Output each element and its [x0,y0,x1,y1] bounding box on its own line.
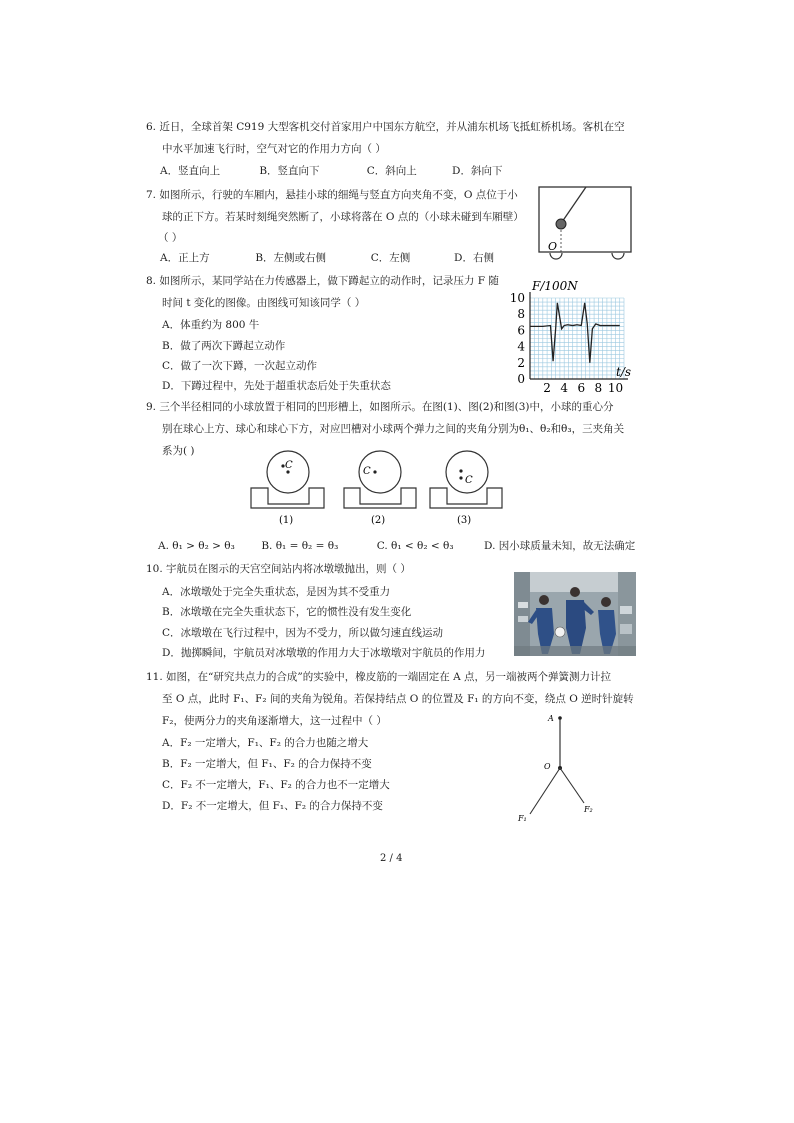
point-a-dot [558,716,562,720]
q10-option-d: D．抛掷瞬间，宇航员对冰墩墩的作用力大于冰墩墩对宇航员的作用力 [162,647,486,659]
force-f2-line [560,768,584,803]
q8-stem-line2: 时间 t 变化的图像。由图线可知该同学（ ） [162,297,366,309]
ball-3-center-dot [459,469,462,472]
q9-options [158,539,635,553]
q8-option-b: B．做了两次下蹲起立动作 [162,340,286,352]
x-tick-label: 10 [607,381,624,395]
x-tick-label: 8 [594,381,603,395]
q11-force-diagram [514,708,600,826]
point-a-label: A [548,714,554,723]
y-tick-label: 8 [517,307,525,322]
page-number: 2 / 4 [380,853,403,864]
q9-option-a: A. θ₁ > θ₂ > θ₃ [158,540,235,552]
q6-options [160,164,502,178]
force-f1-label: F₁ [518,814,527,823]
q7-stem-line3: （ ） [158,232,183,244]
q9-ball-groove-figures [246,450,514,530]
q9-option-c: C. θ₁ < θ₂ < θ₃ [376,540,454,552]
ball-2-center-dot [373,470,376,473]
suspension-string [562,187,586,222]
left-wheel [550,253,562,259]
q11-stem-line1: 11. 如图，在“研究共点力的合成”的实验中，橡皮筋的一端固定在 A 点，另一端被两个弹簧测力计拉 [146,671,612,683]
y-tick-label: 2 [517,355,525,370]
q9-figure-2-label: (2) [371,515,386,526]
hanging-ball [556,219,566,229]
q10-option-a: A．冰墩墩处于完全失重状态，是因为其不受重力 [162,586,391,598]
q7-options [160,251,494,265]
q9-figure-1 [251,451,324,526]
q9-stem-line3: 系为( ) [162,445,195,457]
q8-stem-line1: 8. 如图所示，某同学站在力传感器上，做下蹲起立的动作时，记录压力 F 随 [146,275,499,287]
point-o-label: O [544,762,551,771]
q11-option-a: A．F₂ 一定增大，F₁、F₂ 的合力也随之增大 [162,737,369,749]
q8-option-a: A．体重约为 800 牛 [162,319,260,331]
x-tick-label: 4 [560,381,569,395]
q11-stem-line2: 至 O 点，此时 F₁、F₂ 间的夹角为锐角。若保持结点 O 的位置及 F₁ 的方向不变，绕点 O 逆时针旋转 [162,693,634,705]
q8-option-c: C．做了一次下蹲，一次起立动作 [162,360,318,372]
ball-2-c-label: C [363,466,371,477]
q7-stem-line1: 7. 如图所示，行驶的车厢内，悬挂小球的细绳与竖直方向夹角不变，O 点位于小 [146,189,518,201]
q9-stem-line1: 9. 三个半径相同的小球放置于相同的凹形槽上，如图所示。在图(1)、图(2)和图(3)中，小球的重心分 [146,401,614,413]
q6-option-c: C．斜向上 [366,165,417,177]
q11-option-d: D．F₂ 不一定增大，但 F₁、F₂ 的合力保持不变 [162,800,383,812]
q11-option-b: B．F₂ 一定增大，但 F₁、F₂ 的合力保持不变 [162,758,372,770]
q11-stem-line3: F₂，使两分力的夹角逐渐增大，这一过程中（ ） [162,715,387,727]
q6-option-b: B．竖直向下 [259,165,320,177]
q6-stem-line2: 中水平加速飞行时，空气对它的作用力方向（ ） [162,143,386,155]
right-wheel [612,253,624,259]
q10-stem-line1: 10. 宇航员在图示的天宫空间站内将冰墩墩抛出，则（ ） [146,563,411,575]
y-axis-label: F/100N [532,279,578,293]
q6-stem-line1: 6. 近日，全球首架 C919 大型客机交付首家用户中国东方航空，并从浦东机场飞抵虹桥机场。客机在空 [146,121,625,133]
q7-stem-line2: 球的正下方。若某时刻绳突然断了，小球将落在 O 点的（小球未碰到车厢壁） [162,211,524,223]
q9-figure-2 [344,451,416,526]
q9-option-b: B. θ₁ = θ₂ = θ₃ [261,540,339,552]
x-axis-label: t/s [616,365,632,379]
q11-option-c: C．F₂ 不一定增大，F₁、F₂ 的合力也不一定增大 [162,779,390,791]
x-tick-label: 2 [543,381,551,395]
q8-option-d: D．下蹲过程中，先处于超重状态后处于失重状态 [162,380,391,392]
q9-figure-3-label: (3) [457,515,472,526]
y-tick-label: 10 [509,291,525,305]
q6-option-a: A．竖直向上 [160,165,221,177]
ball-3-c-label: C [465,475,473,486]
q8-force-time-chart [500,276,635,400]
q9-figure-1-label: (1) [279,515,294,526]
q9-stem-line2: 别在球心上方、球心和球心下方，对应凹槽对小球两个弹力之间的夹角分别为θ₁、θ₂和θ₃，三夹角关 [162,423,625,435]
q7-option-a: A．正上方 [160,252,210,264]
ball-3 [446,451,488,493]
force-f1-line [530,768,560,814]
y-tick-label: 0 [517,372,525,386]
q7-option-c: C．左侧 [370,252,411,264]
y-tick-label: 4 [517,339,525,354]
q7-train-car-figure [534,182,636,268]
y-tick-label: 6 [517,323,525,338]
q10-option-b: B．冰墩墩在完全失重状态下，它的惯性没有发生变化 [162,606,412,618]
q10-space-station-photo [514,572,636,656]
q7-option-d: D．右侧 [454,252,494,264]
point-o-label: O [548,240,558,253]
force-series-line [530,303,620,363]
ball-1-c-label: C [285,460,293,471]
ball-3-gravity-dot [459,476,462,479]
q7-option-b: B．左侧或右侧 [255,252,327,264]
q9-figure-3 [430,451,502,526]
q10-option-c: C．冰墩墩在飞行过程中，因为不受力，所以做匀速直线运动 [162,627,444,639]
q6-option-d: D．斜向下 [452,165,503,177]
q9-option-d: D. 因小球质量未知，故无法确定 [484,540,636,552]
x-tick-label: 6 [577,381,586,395]
force-f2-label: F₂ [584,805,593,814]
